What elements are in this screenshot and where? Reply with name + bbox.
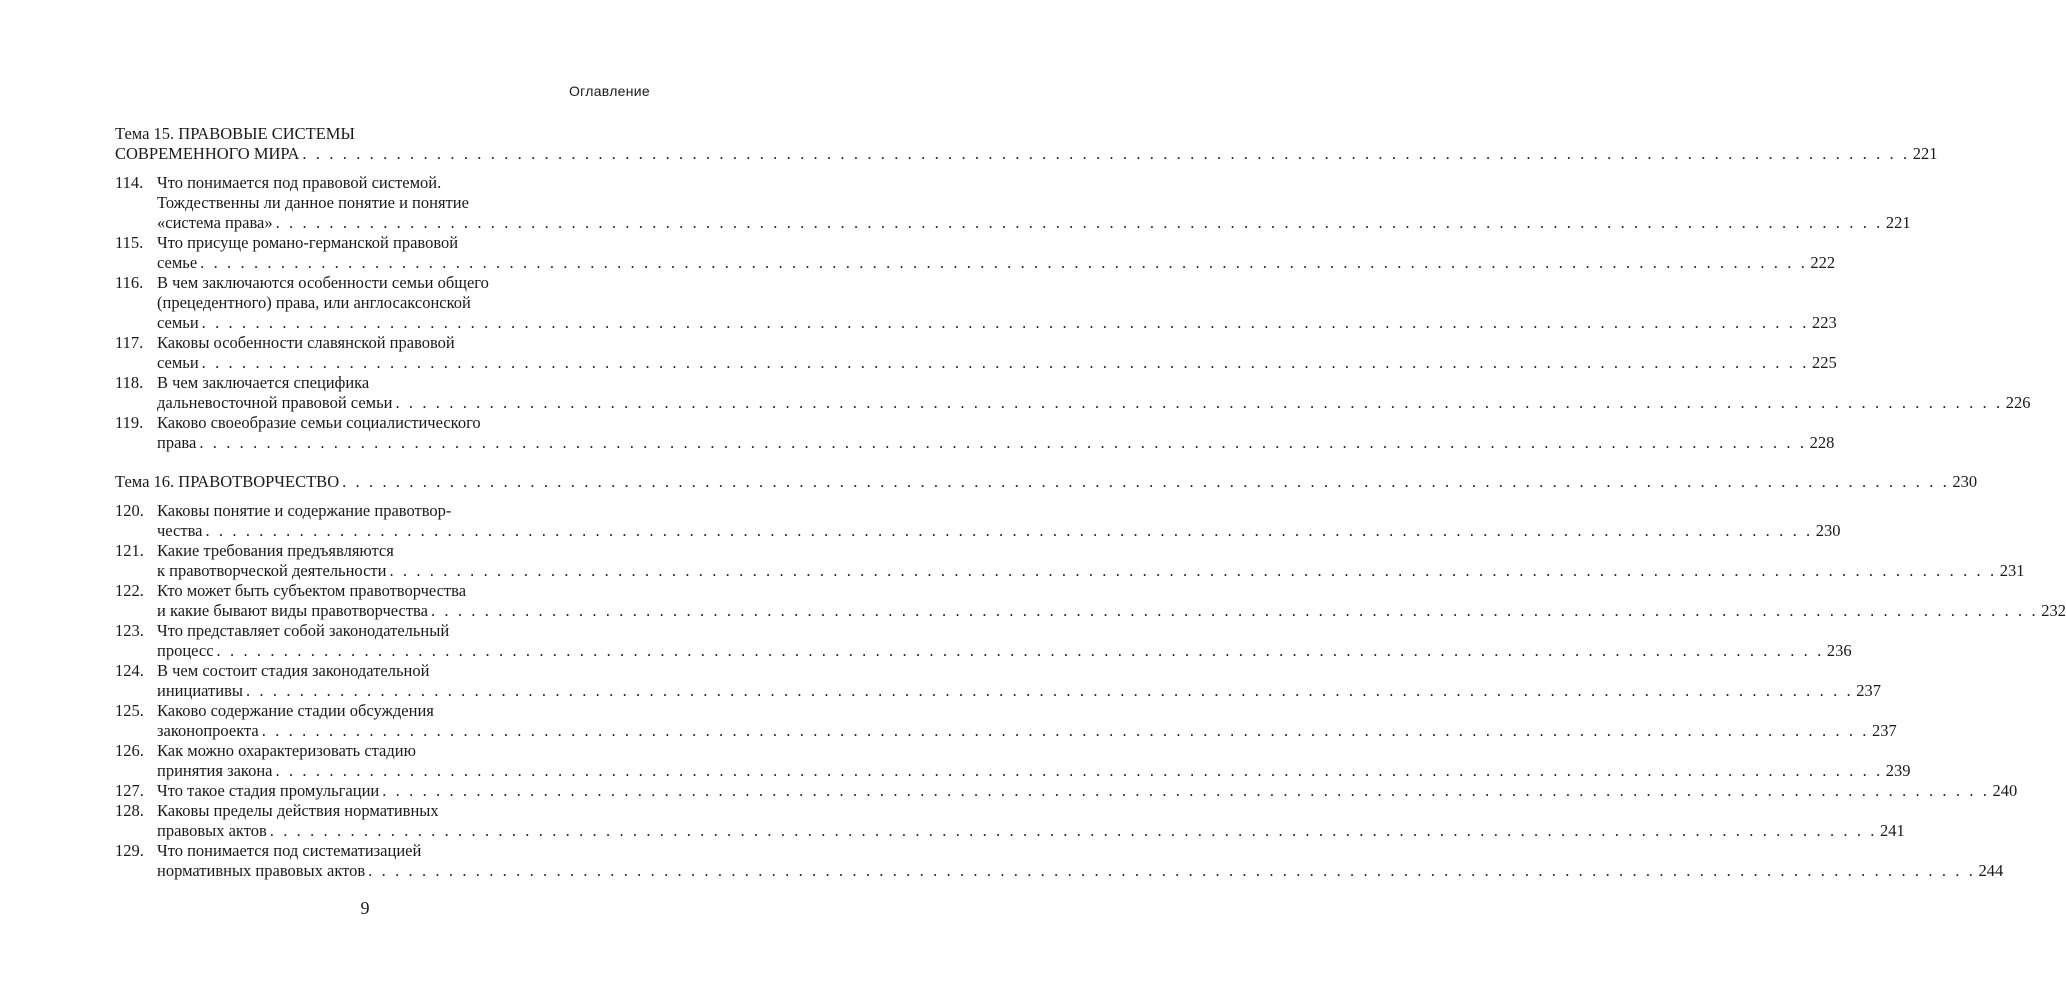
entry-page-number: 222 xyxy=(1810,253,1836,272)
toc-entry[interactable] xyxy=(115,721,1897,741)
entry-text: Кто может быть субъектом правотворчества xyxy=(157,581,467,600)
entry-text: Тождественны ли данное понятие и понятие xyxy=(157,193,469,212)
entry-text: Что такое стадия промульгации xyxy=(157,781,380,800)
entry-number: 123. xyxy=(115,621,144,640)
entry-text: Каково содержание стадии обсуждения xyxy=(157,701,434,720)
dot-leader: . . . . . . . . . . . . . . . . . . . . . . . . . . . . . . . . . . . . . . . . . . . . . . . . . . . . . . . . . . . . . . . . . . . . . . . . . . . . . . . . . . . . . . . . . . . . . . . . . . . . . . . . . . . . . . . . . . . . . . . . xyxy=(382,781,1990,800)
entry-text: и какие бывают виды правотворчества xyxy=(157,601,428,620)
entry-number: 126. xyxy=(115,741,144,760)
toc-theme-title[interactable] xyxy=(115,472,1978,492)
running-head: Оглавление xyxy=(568,83,650,99)
theme-page-number: 230 xyxy=(1952,472,1978,491)
dot-leader: . . . . . . . . . . . . . . . . . . . . . . . . . . . . . . . . . . . . . . . . . . . . . . . . . . . . . . . . . . . . . . . . . . . . . . . . . . . . . . . . . . . . . . . . . . . . . . . . . . . . . . . . . . . . . . . . . . . . . . . . xyxy=(395,393,2003,412)
toc-entry[interactable] xyxy=(115,581,650,601)
dot-leader: . . . . . . . . . . . . . . . . . . . . . . . . . . . . . . . . . . . . . . . . . . . . . . . . . . . . . . . . . . . . . . . . . . . . . . . . . . . . . . . . . . . . . . . . . . . . . . . . . . . . . . . . . . . . . . . . . . . . . . . . xyxy=(430,601,2039,620)
toc-entry[interactable] xyxy=(115,861,2004,881)
dot-leader: . . . . . . . . . . . . . . . . . . . . . . . . . . . . . . . . . . . . . . . . . . . . . . . . . . . . . . . . . . . . . . . . . . . . . . . . . . . . . . . . . . . . . . . . . . . . . . . . . . . . . . . . . . . . . . . . . . . . . . . . xyxy=(245,681,1854,700)
entry-page-number: 223 xyxy=(1811,313,1837,332)
toc-entry[interactable] xyxy=(115,601,2066,621)
entry-text: Каковы понятие и содержание правотвор- xyxy=(157,501,452,520)
entry-page-number: 231 xyxy=(1999,561,2025,580)
entry-page-number: 236 xyxy=(1826,641,1852,660)
dot-leader: . . . . . . . . . . . . . . . . . . . . . . . . . . . . . . . . . . . . . . . . . . . . . . . . . . . . . . . . . . . . . . . . . . . . . . . . . . . . . . . . . . . . . . . . . . . . . . . . . . . . . . . . . . . . . . . . . . . . . . . . xyxy=(261,721,1870,740)
toc-entry[interactable] xyxy=(115,293,650,313)
toc-entry[interactable] xyxy=(115,781,2018,801)
entry-number: 129. xyxy=(115,841,144,860)
entry-text: «система права» xyxy=(157,213,273,232)
toc-entry[interactable] xyxy=(115,521,1841,541)
entry-page-number: 232 xyxy=(2041,601,2066,620)
page-number: 9 xyxy=(360,898,370,918)
entry-number: 124. xyxy=(115,661,144,680)
entry-number: 114. xyxy=(115,173,144,192)
entry-page-number: 225 xyxy=(1811,353,1837,372)
dot-leader: . . . . . . . . . . . . . . . . . . . . . . . . . . . . . . . . . . . . . . . . . . . . . . . . . . . . . . . . . . . . . . . . . . . . . . . . . . . . . . . . . . . . . . . . . . . . . . . . . . . . . . . . . . . . . . . . . . . . . . . . xyxy=(269,821,1878,840)
entry-page-number: 240 xyxy=(1992,781,2018,800)
entry-text: Что присуще романо-германской правовой xyxy=(157,233,459,252)
toc-entry[interactable] xyxy=(115,333,650,353)
toc-entry[interactable] xyxy=(115,253,1836,273)
entry-page-number: 237 xyxy=(1872,721,1897,740)
entry-number: 115. xyxy=(115,233,144,252)
toc-theme-title[interactable] xyxy=(115,144,1938,164)
entry-number: 117. xyxy=(115,333,144,352)
entry-page-number: 244 xyxy=(1978,861,2004,880)
toc-entry[interactable] xyxy=(115,841,650,861)
toc-entry[interactable] xyxy=(115,801,650,821)
toc-entry[interactable] xyxy=(115,661,650,681)
entry-text: семьи xyxy=(157,353,199,372)
entry-text: Какие требования предъявляются xyxy=(157,541,394,560)
toc-entry[interactable] xyxy=(115,501,650,521)
toc-theme-title[interactable] xyxy=(115,124,650,144)
table-of-contents xyxy=(115,124,2066,881)
entry-number: 119. xyxy=(115,413,144,432)
toc-entry[interactable] xyxy=(115,433,1835,453)
dot-leader: . . . . . . . . . . . . . . . . . . . . . . . . . . . . . . . . . . . . . . . . . . . . . . . . . . . . . . . . . . . . . . . . . . . . . . . . . . . . . . . . . . . . . . . . . . . . . . . . . . . . . . . . . . . . . . . . . . . . . . . . xyxy=(201,353,1809,372)
dot-leader: . . . . . . . . . . . . . . . . . . . . . . . . . . . . . . . . . . . . . . . . . . . . . . . . . . . . . . . . . . . . . . . . . . . . . . . . . . . . . . . . . . . . . . . . . . . . . . . . . . . . . . . . . . . . . . . . . . . . . . . . xyxy=(302,144,1910,163)
entry-text: Каково своеобразие семьи социалистического xyxy=(157,413,481,432)
toc-entry[interactable] xyxy=(115,313,1837,333)
toc-entry[interactable] xyxy=(115,273,650,293)
entry-page-number: 230 xyxy=(1815,521,1841,540)
toc-entry[interactable] xyxy=(115,353,1837,373)
toc-entry[interactable] xyxy=(115,373,650,393)
entry-text: дальневосточной правовой семьи xyxy=(157,393,393,412)
entry-page-number: 228 xyxy=(1809,433,1835,452)
entry-number: 118. xyxy=(115,373,144,392)
toc-entry[interactable] xyxy=(115,821,1905,841)
toc-entry[interactable] xyxy=(115,193,650,213)
entry-page-number: 239 xyxy=(1885,761,1911,780)
entry-text: семье xyxy=(157,253,198,272)
entry-page-number: 237 xyxy=(1856,681,1881,700)
entry-text: (прецедентного) права, или англосаксонской xyxy=(157,293,471,312)
dot-leader: . . . . . . . . . . . . . . . . . . . . . . . . . . . . . . . . . . . . . . . . . . . . . . . . . . . . . . . . . . . . . . . . . . . . . . . . . . . . . . . . . . . . . . . . . . . . . . . . . . . . . . . . . . . . . . . . . . . . . . . . xyxy=(368,861,1976,880)
entry-text: Как можно охарактеризовать стадию xyxy=(157,741,416,760)
section-gap xyxy=(115,453,650,472)
dot-leader: . . . . . . . . . . . . . . . . . . . . . . . . . . . . . . . . . . . . . . . . . . . . . . . . . . . . . . . . . . . . . . . . . . . . . . . . . . . . . . . . . . . . . . . . . . . . . . . . . . . . . . . . . . . . . . . . . . . . . . . . xyxy=(216,641,1824,660)
entry-number: 128. xyxy=(115,801,144,820)
entry-text: к правотворческой деятельности xyxy=(157,561,387,580)
theme-title-text: Тема 16. ПРАВОТВОРЧЕСТВО xyxy=(115,472,340,491)
entry-text: Каковы особенности славянской правовой xyxy=(157,333,455,352)
entry-page-number: 226 xyxy=(2005,393,2031,412)
entry-text: нормативных правовых актов xyxy=(157,861,366,880)
entry-number: 120. xyxy=(115,501,144,520)
theme-title-text: Тема 15. ПРАВОВЫЕ СИСТЕМЫ xyxy=(115,124,355,143)
toc-entry[interactable] xyxy=(115,561,2025,581)
toc-entry[interactable] xyxy=(115,741,650,761)
entry-number: 116. xyxy=(115,273,144,292)
entry-text: семьи xyxy=(157,313,199,332)
theme-page-number: 221 xyxy=(1912,144,1938,163)
entry-text: правовых актов xyxy=(157,821,267,840)
entry-text: Что понимается под правовой системой. xyxy=(157,173,442,192)
dot-leader: . . . . . . . . . . . . . . . . . . . . . . . . . . . . . . . . . . . . . . . . . . . . . . . . . . . . . . . . . . . . . . . . . . . . . . . . . . . . . . . . . . . . . . . . . . . . . . . . . . . . . . . . . . . . . . . . . . . . . . . . xyxy=(205,521,1813,540)
entry-number: 121. xyxy=(115,541,144,560)
entry-text: права xyxy=(157,433,197,452)
entry-text: чества xyxy=(157,521,203,540)
toc-entry[interactable] xyxy=(115,761,1911,781)
entry-page-number: 241 xyxy=(1880,821,1905,840)
entry-text: Каковы пределы действия нормативных xyxy=(157,801,439,820)
section-gap xyxy=(115,492,650,501)
dot-leader: . . . . . . . . . . . . . . . . . . . . . . . . . . . . . . . . . . . . . . . . . . . . . . . . . . . . . . . . . . . . . . . . . . . . . . . . . . . . . . . . . . . . . . . . . . . . . . . . . . . . . . . . . . . . . . . . . . . . . . . . xyxy=(201,313,1809,332)
entry-number: 122. xyxy=(115,581,144,600)
entry-number: 127. xyxy=(115,781,144,800)
dot-leader: . . . . . . . . . . . . . . . . . . . . . . . . . . . . . . . . . . . . . . . . . . . . . . . . . . . . . . . . . . . . . . . . . . . . . . . . . . . . . . . . . . . . . . . . . . . . . . . . . . . . . . . . . . . . . . . . . . . . . . . . xyxy=(200,253,1808,272)
theme-title-text: СОВРЕМЕННОГО МИРА xyxy=(115,144,300,163)
entry-text: В чем состоит стадия законодательной xyxy=(157,661,430,680)
toc-entry[interactable] xyxy=(115,641,1852,661)
entry-page-number: 221 xyxy=(1885,213,1911,232)
toc-entry[interactable] xyxy=(115,213,1911,233)
toc-entry[interactable] xyxy=(115,173,650,193)
entry-text: Что понимается под систематизацией xyxy=(157,841,422,860)
toc-entry[interactable] xyxy=(115,621,650,641)
dot-leader: . . . . . . . . . . . . . . . . . . . . . . . . . . . . . . . . . . . . . . . . . . . . . . . . . . . . . . . . . . . . . . . . . . . . . . . . . . . . . . . . . . . . . . . . . . . . . . . . . . . . . . . . . . . . . . . . . . . . . . . . xyxy=(275,213,1883,232)
entry-text: принятия закона xyxy=(157,761,273,780)
entry-text: инициативы xyxy=(157,681,243,700)
toc-entry[interactable] xyxy=(115,541,650,561)
entry-text: Что представляет собой законодательный xyxy=(157,621,450,640)
section-gap xyxy=(115,164,650,173)
entry-text: В чем заключается специфика xyxy=(157,373,370,392)
toc-entry[interactable] xyxy=(115,701,650,721)
toc-entry[interactable] xyxy=(115,393,2031,413)
dot-leader: . . . . . . . . . . . . . . . . . . . . . . . . . . . . . . . . . . . . . . . . . . . . . . . . . . . . . . . . . . . . . . . . . . . . . . . . . . . . . . . . . . . . . . . . . . . . . . . . . . . . . . . . . . . . . . . . . . . . . . . . xyxy=(342,472,1950,491)
dot-leader: . . . . . . . . . . . . . . . . . . . . . . . . . . . . . . . . . . . . . . . . . . . . . . . . . . . . . . . . . . . . . . . . . . . . . . . . . . . . . . . . . . . . . . . . . . . . . . . . . . . . . . . . . . . . . . . . . . . . . . . . xyxy=(275,761,1883,780)
dot-leader: . . . . . . . . . . . . . . . . . . . . . . . . . . . . . . . . . . . . . . . . . . . . . . . . . . . . . . . . . . . . . . . . . . . . . . . . . . . . . . . . . . . . . . . . . . . . . . . . . . . . . . . . . . . . . . . . . . . . . . . . xyxy=(199,433,1807,452)
toc-entry[interactable] xyxy=(115,413,650,433)
dot-leader: . . . . . . . . . . . . . . . . . . . . . . . . . . . . . . . . . . . . . . . . . . . . . . . . . . . . . . . . . . . . . . . . . . . . . . . . . . . . . . . . . . . . . . . . . . . . . . . . . . . . . . . . . . . . . . . . . . . . . . . . xyxy=(389,561,1997,580)
entry-text: В чем заключаются особенности семьи общего xyxy=(157,273,489,292)
entry-text: процесс xyxy=(157,641,214,660)
entry-text: законопроекта xyxy=(157,721,259,740)
toc-entry[interactable] xyxy=(115,233,650,253)
entry-number: 125. xyxy=(115,701,144,720)
toc-entry[interactable] xyxy=(115,681,1881,701)
